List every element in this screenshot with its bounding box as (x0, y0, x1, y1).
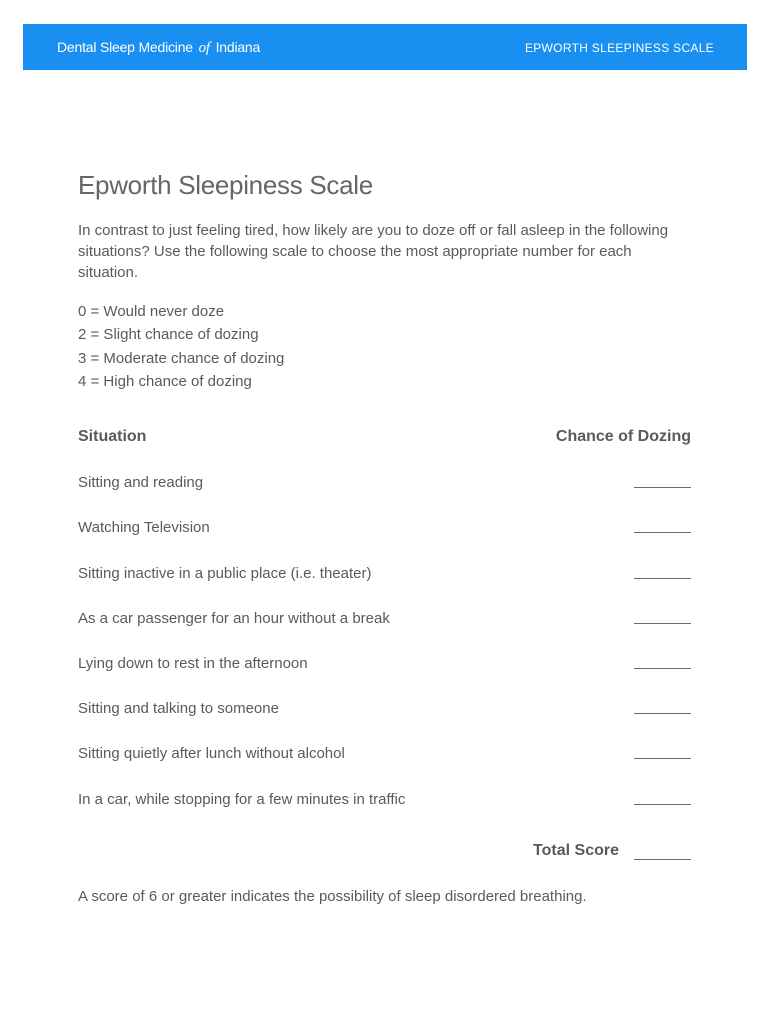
score-blank[interactable] (634, 713, 691, 714)
table-header (78, 428, 691, 450)
table-row (78, 519, 691, 541)
score-blank[interactable] (634, 804, 691, 805)
table-row (78, 655, 691, 677)
score-blank[interactable] (634, 532, 691, 533)
brand-logo (57, 39, 260, 57)
table-row (78, 565, 691, 587)
situation-label: Watching Television (78, 519, 210, 536)
intro-text: In contrast to just feeling tired, how likely are you to doze off or fall asleep in the following situations? Use the following scale to choose the most appropriate number for each situation. (78, 222, 669, 281)
scale-item: 3 = Moderate chance of dozing (78, 349, 285, 367)
score-blank[interactable] (634, 578, 691, 579)
brand-name-part2: Indiana (215, 39, 261, 55)
situation-label: Sitting and reading (78, 474, 204, 491)
scale-item: 0 = Would never doze (78, 303, 225, 320)
score-blank[interactable] (634, 758, 691, 759)
column-header-chance: Chance of Dozing (555, 428, 691, 445)
brand-name-of: of (198, 40, 210, 56)
total-score-blank[interactable] (634, 859, 691, 860)
brand-name-part1: Dental Sleep Medicine (57, 39, 193, 55)
situation-label: Lying down to rest in the afternoon (78, 655, 308, 672)
column-header-situation: Situation (78, 428, 147, 445)
header-banner (23, 24, 747, 70)
scale-item: 2 = Slight chance of dozing (78, 326, 259, 344)
page-title: Epworth Sleepiness Scale (78, 170, 373, 200)
situation-label: In a car, while stopping for a few minutes in traffic (78, 791, 406, 808)
table-row (78, 791, 691, 813)
table-row (78, 610, 691, 632)
table-row (78, 700, 691, 722)
document-title: EPWORTH SLEEPINESS SCALE (524, 41, 714, 55)
situation-label: As a car passenger for an hour without a break (78, 610, 390, 627)
total-score-label: Total Score (533, 842, 619, 859)
score-footnote: A score of 6 or greater indicates the possibility of sleep disordered breathing. (78, 888, 587, 905)
table-row (78, 474, 691, 496)
score-blank[interactable] (634, 623, 691, 624)
total-score-row (78, 842, 691, 864)
situation-label: Sitting and talking to someone (78, 700, 279, 717)
scale-legend (78, 300, 284, 393)
table-row (78, 745, 691, 767)
situation-label: Sitting quietly after lunch without alcohol (78, 745, 345, 762)
score-blank[interactable] (634, 487, 691, 488)
scale-item: 4 = High chance of dozing (78, 372, 252, 390)
situation-label: Sitting inactive in a public place (i.e. theater) (78, 565, 372, 582)
score-blank[interactable] (634, 668, 691, 669)
